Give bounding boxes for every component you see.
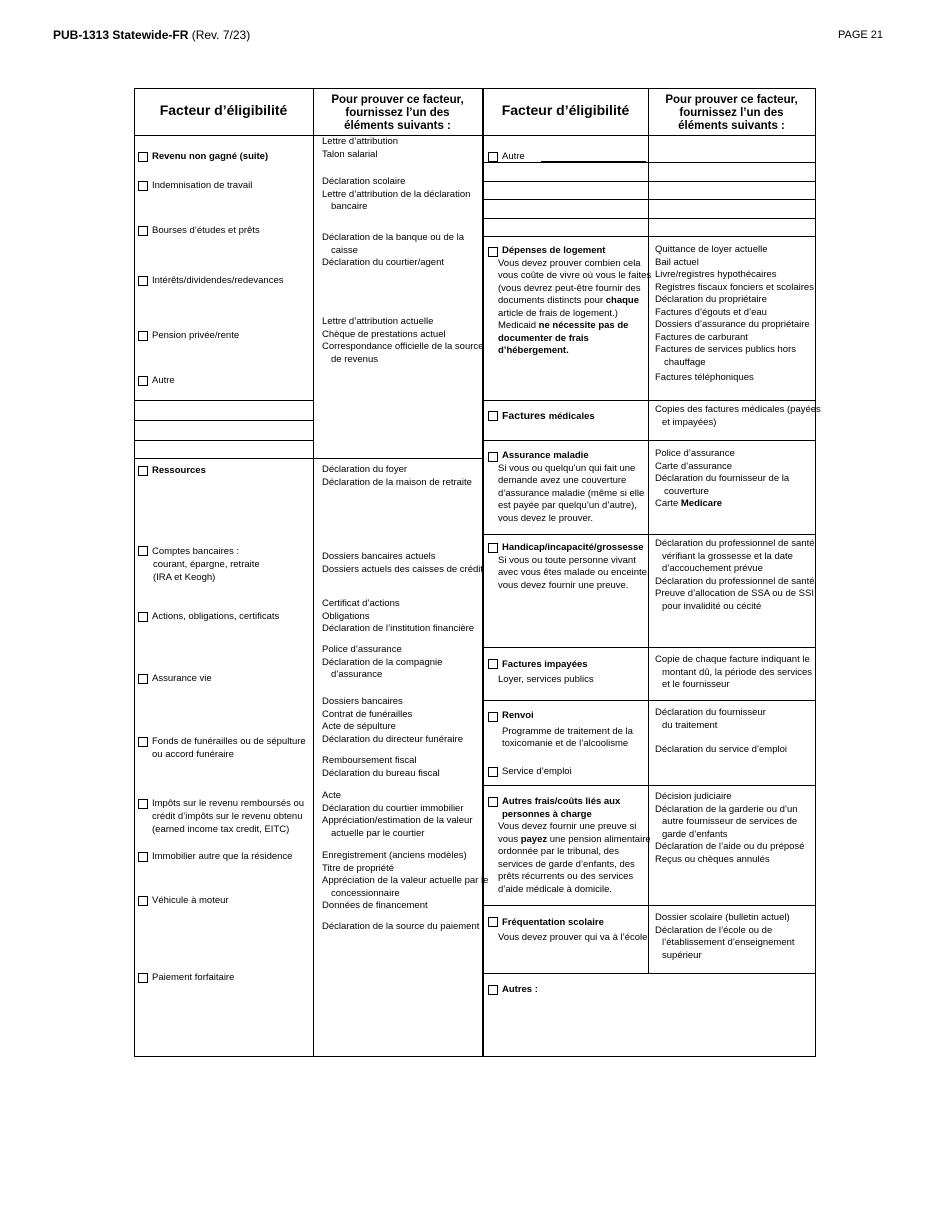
document-id: PUB-1313 Statewide-FR (Rev. 7/23) <box>53 28 251 42</box>
proof-list: Déclaration du fournisseur du traitement Déclaration du service d’emploi <box>655 707 788 755</box>
checkbox-indemnisation[interactable] <box>138 181 148 191</box>
proof-list: Déclaration scolaire Lettre d’attribution de la déclaration bancaire <box>322 176 471 212</box>
revision: (Rev. 7/23) <box>191 28 251 42</box>
school-factor: Fréquentation scolaire Vous devez prouver qui va à l’école <box>498 917 648 943</box>
checkbox-frequentation-scolaire[interactable] <box>488 917 498 927</box>
factor-label: Factures médicales <box>502 410 595 422</box>
factor-label: Comptes bancaires : courant, épargne, retraite (IRA et Keogh) <box>152 546 260 583</box>
proof-list: Dossier scolaire (bulletin actuel) Déclaration de l’école ou de l’établissement d’enseignement supérieur <box>655 912 795 961</box>
proof-list: Dossiers bancaires actuels Dossiers actuels des caisses de crédit <box>322 551 484 575</box>
checkbox-factures-impayees[interactable] <box>488 659 498 669</box>
checkbox-ressources[interactable] <box>138 466 148 476</box>
proof-list: Déclaration de la source du paiement <box>322 921 480 932</box>
factor-label: Autre <box>152 375 175 386</box>
checkbox-vehicule[interactable] <box>138 896 148 906</box>
factor-label: Actions, obligations, certificats <box>152 611 280 622</box>
proof-list: Déclaration de la banque ou de la caisse Déclaration du courtier/agent <box>322 232 465 268</box>
checkbox-immobilier[interactable] <box>138 852 148 862</box>
factor-label: Assurance vie <box>152 673 212 684</box>
checkbox-renvoi[interactable] <box>488 712 498 722</box>
proof-list: Certificat d’actions Obligations Déclaration de l’institution financière <box>322 598 475 634</box>
proof-list: Quittance de loyer actuelle Bail actuel Livre/registres hypothécaires Registres fiscaux fonciers et scolaires Déclaration du propriétaire Factures d’égouts et d’eau Dossiers d’assurance du propriétaire Factures de carburant Factures de services publics hors chauffage Factures téléphoniques <box>655 244 814 383</box>
factor-label: Ressources <box>152 465 206 476</box>
factor-label: Immobilier autre que la résidence <box>152 851 293 862</box>
checkbox-factures-medicales[interactable] <box>488 411 498 421</box>
autre-fill-line[interactable] <box>541 153 646 162</box>
handicap-factor: Handicap/incapacité/grossesse Si vous ou toute personne vivant avec vous êtes malade ou enceinte, vous devez fournir une preuve. <box>498 542 650 591</box>
factor-label: Paiement forfaitaire <box>152 972 235 983</box>
housing-factor: Dépenses de logement Vous devez prouver combien cela vous coûte de vivre où vous le faites (vous devrez peut-être fournir des documents distincts pour chaque article de frais de logement.) Medicaid ne nécessite pas de documenter de frais d’hébergement. <box>498 245 652 356</box>
proof-list: Police d’assurance Carte d’assurance Déclaration du fournisseur de la couverture Carte Medicare <box>655 448 790 509</box>
proof-list: Police d’assurance Déclaration de la compagnie d’assurance <box>322 644 443 680</box>
other-costs-factor: Autres frais/coûts liés aux personnes à charge Vous devez fournir une preuve si vous payez une pension alimentaire ordonnée par le tribunal, des services de garde d’enfants, des prêts récurrents ou des services d’aide médicale à domicile. <box>498 796 651 895</box>
checkbox-assurance-maladie[interactable] <box>488 452 498 462</box>
proof-list: Déclaration du foyer Déclaration de la maison de retraite <box>322 464 472 488</box>
factor-label: Autre <box>502 151 646 162</box>
checkbox-actions[interactable] <box>138 612 148 622</box>
header-proof-left: Pour prouver ce facteur, fournissez l’un des éléments suivants : <box>331 94 464 132</box>
factor-label: Fonds de funérailles ou de sépulture ou accord funéraire <box>152 736 306 760</box>
checkbox-fonds-funerailles[interactable] <box>138 737 148 747</box>
unpaid-factor: Factures impayées Loyer, services publics <box>498 659 594 685</box>
checkbox-autres[interactable] <box>488 985 498 995</box>
proof-list: Remboursement fiscal Déclaration du bureau fiscal <box>322 755 440 779</box>
proof-list: Acte Déclaration du courtier immobilier Appréciation/estimation de la valeur actuelle par le courtier <box>322 790 473 839</box>
checkbox-autre-right[interactable] <box>488 152 498 162</box>
factor-label: Pension privée/rente <box>152 330 240 341</box>
checkbox-bourses[interactable] <box>138 226 148 236</box>
referral-factor: Renvoi Programme de traitement de la toxicomanie et de l’alcoolisme <box>502 710 633 749</box>
proof-list: Copies des factures médicales (payées et impayées) <box>655 404 821 428</box>
page-number: PAGE 21 <box>838 29 884 41</box>
checkbox-handicap[interactable] <box>488 543 498 553</box>
proof-list: Copie de chaque facture indiquant le montant dû, la période des services et le fournisseur <box>655 654 812 690</box>
factor-label: Intérêts/dividendes/redevances <box>152 275 284 286</box>
proof-list: Lettre d’attribution Talon salarial <box>322 136 399 160</box>
proof-list: Décision judiciaire Déclaration de la garderie ou d’un autre fournisseur de services de garde d’enfants Déclaration de l’aide ou du préposé Reçus ou chèques annulés <box>655 791 805 865</box>
checkbox-assurance-vie[interactable] <box>138 674 148 684</box>
header-proof-right: Pour prouver ce facteur, fournissez l’un des éléments suivants : <box>665 94 798 132</box>
factor-label: Indemnisation de travail <box>152 180 253 191</box>
factor-label: Service d’emploi <box>502 766 572 777</box>
factor-label: Impôts sur le revenu remboursés ou crédit d’impôts sur le revenu obtenu (earned income tax credit, EITC) <box>152 798 305 835</box>
header-factor-right: Facteur d’éligibilité <box>501 102 630 118</box>
proof-list: Lettre d’attribution actuelle Chèque de prestations actuel Correspondance officielle de la source de revenus <box>322 316 484 365</box>
factor-label: Bourses d’études et prêts <box>152 225 260 236</box>
checkbox-interets[interactable] <box>138 276 148 286</box>
proof-list: Déclaration du professionnel de santé vérifiant la grossesse et la date d’accouchement prévue Déclaration du professionnel de santé Preuve d’allocation de SSA ou de SSI pour invalidité ou cécité <box>655 538 815 612</box>
checkbox-pension[interactable] <box>138 331 148 341</box>
health-factor: Assurance maladie Si vous ou quelqu’un qui fait une demande avez une couverture d’assurance maladie (même si elle est payée par quelqu’un d’autre), vous devez le prouver. <box>498 450 645 524</box>
checkbox-paiement-forfaitaire[interactable] <box>138 973 148 983</box>
header-factor-left: Facteur d’éligibilité <box>159 102 288 118</box>
factor-label: Autres : <box>502 984 538 995</box>
factor-label: Revenu non gagné (suite) <box>152 151 269 162</box>
checkbox-autres-frais[interactable] <box>488 797 498 807</box>
checkbox-revenu-non-gagne[interactable] <box>138 152 148 162</box>
checkbox-service-emploi[interactable] <box>488 767 498 777</box>
checkbox-depenses-logement[interactable] <box>488 247 498 257</box>
proof-list: Enregistrement (anciens modèles) Titre de propriété Appréciation de la valeur actuelle par le concessionnaire Données de financement <box>322 850 489 911</box>
factor-label: Véhicule à moteur <box>152 895 229 906</box>
checkbox-comptes-bancaires[interactable] <box>138 546 148 556</box>
proof-list: Dossiers bancaires Contrat de funérailles Acte de sépulture Déclaration du directeur funéraire <box>322 696 463 745</box>
checkbox-impots[interactable] <box>138 799 148 809</box>
checkbox-autre-left[interactable] <box>138 376 148 386</box>
